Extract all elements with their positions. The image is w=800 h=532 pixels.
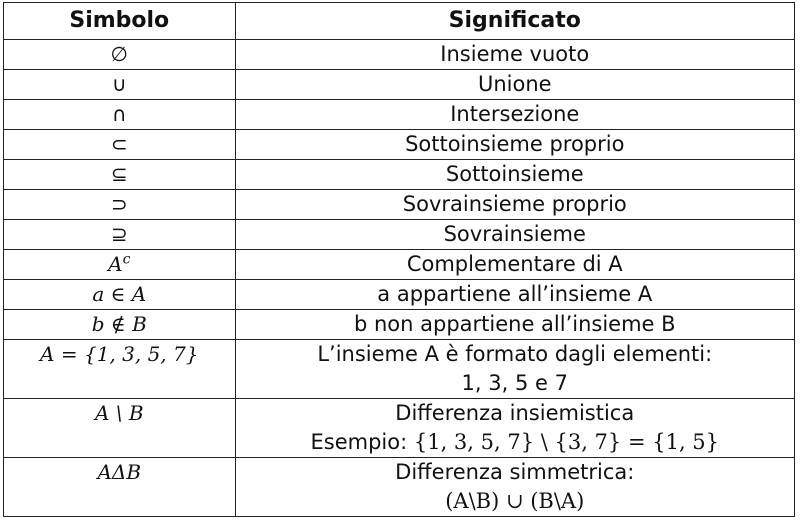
meaning-line: Differenza simmetrica: bbox=[395, 460, 635, 484]
table-row bbox=[4, 340, 795, 399]
symbol-cell: AΔB bbox=[4, 458, 236, 517]
table-row bbox=[4, 310, 795, 340]
meaning-cell: Sottoinsieme proprio bbox=[235, 130, 794, 160]
symbol-cell: ∩ bbox=[4, 100, 236, 130]
meaning-cell: Intersezione bbox=[235, 100, 794, 130]
meaning-formula: (A\B) ∪ (B\A) bbox=[445, 489, 585, 513]
example-label: Esempio: bbox=[310, 430, 414, 454]
table-row bbox=[4, 220, 795, 250]
symbol-cell bbox=[4, 250, 236, 280]
symbol-cell: ∅ bbox=[4, 40, 236, 70]
meaning-cell: Unione bbox=[235, 70, 794, 100]
header-row bbox=[4, 3, 795, 40]
table-row bbox=[4, 40, 795, 70]
meaning-cell bbox=[235, 340, 794, 399]
meaning-cell: a appartiene all’insieme A bbox=[235, 280, 794, 310]
symbol-cell: A \ B bbox=[4, 399, 236, 458]
meaning-line: L’insieme A è formato dagli elementi: bbox=[317, 342, 713, 366]
table-row bbox=[4, 458, 795, 517]
table-row bbox=[4, 190, 795, 220]
symbol-cell: b ∉ B bbox=[4, 310, 236, 340]
set-symbols-table bbox=[3, 2, 795, 517]
table-row bbox=[4, 130, 795, 160]
header-symbol: Simbolo bbox=[4, 3, 236, 40]
symbol-cell: ⊆ bbox=[4, 160, 236, 190]
meaning-cell: b non appartiene all’insieme B bbox=[235, 310, 794, 340]
table-row bbox=[4, 250, 795, 280]
header-meaning: Significato bbox=[235, 3, 794, 40]
symbol-cell: ⊂ bbox=[4, 130, 236, 160]
symbols-table-container bbox=[3, 2, 795, 517]
symbol-cell: ⊃ bbox=[4, 190, 236, 220]
table-row bbox=[4, 100, 795, 130]
meaning-cell: Sovrainsieme bbox=[235, 220, 794, 250]
symbol-cell: ∪ bbox=[4, 70, 236, 100]
symbol-cell: a ∈ A bbox=[4, 280, 236, 310]
symbol-cell: ⊇ bbox=[4, 220, 236, 250]
meaning-line: Differenza insiemistica bbox=[395, 401, 635, 425]
table-row bbox=[4, 280, 795, 310]
meaning-line bbox=[242, 428, 788, 457]
meaning-cell: Insieme vuoto bbox=[235, 40, 794, 70]
example-formula: {1, 3, 5, 7} \ {3, 7} = {1, 5} bbox=[413, 430, 720, 454]
table-row bbox=[4, 160, 795, 190]
symbol-base: A bbox=[108, 252, 123, 276]
meaning-cell bbox=[235, 458, 794, 517]
table-row bbox=[4, 70, 795, 100]
meaning-line: 1, 3, 5 e 7 bbox=[461, 371, 568, 395]
meaning-cell: Sovrainsieme proprio bbox=[235, 190, 794, 220]
meaning-cell: Complementare di A bbox=[235, 250, 794, 280]
table-row bbox=[4, 399, 795, 458]
meaning-cell bbox=[235, 399, 794, 458]
meaning-cell: Sottoinsieme bbox=[235, 160, 794, 190]
symbol-superscript: c bbox=[122, 251, 131, 268]
symbol-cell: A = {1, 3, 5, 7} bbox=[4, 340, 236, 399]
